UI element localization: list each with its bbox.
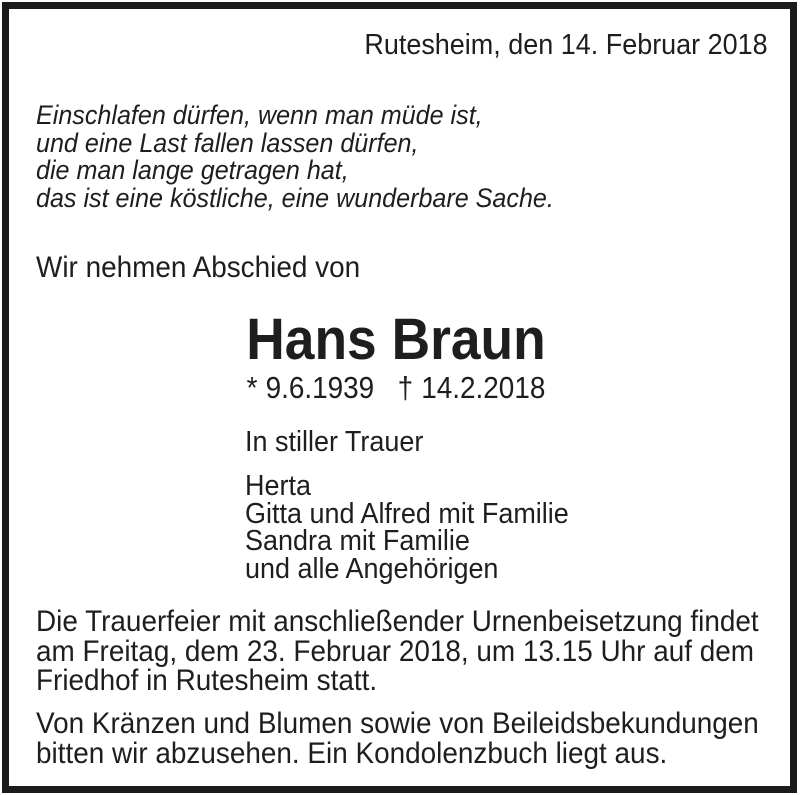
mourner-name: Sandra mit Familie [245,525,470,557]
birth-date: 9.6.1939 [265,370,375,405]
mourners-list [245,470,569,585]
epigraph-line: das ist eine köstliche, eine wunderbare Sache. [36,182,554,213]
mourning-heading: In stiller Trauer [245,426,424,458]
mourner-name: und alle Angehörigen [245,552,499,585]
condolence-note [36,709,759,768]
condolence-note-line: Von Kränzen und Blumen sowie von Beileidsbekundungen [36,707,759,740]
birth-asterisk-symbol: * [246,370,258,405]
death-entry [398,372,546,403]
death-dagger-symbol: † [397,370,414,405]
funeral-notice [36,607,759,696]
birth-entry [247,372,375,403]
funeral-notice-line: am Freitag, dem 23. Februar 2018, um 13.15 Uhr auf dem [36,634,755,668]
death-date: 14.2.2018 [421,370,546,405]
epigraph-line: und eine Last fallen lassen dürfen, [36,127,419,158]
funeral-notice-line: Friedhof in Rutesheim statt. [36,664,378,697]
epigraph [36,102,554,212]
vitals-line [72,372,720,403]
mourner-name: Herta [245,470,311,502]
epigraph-line: Einschlafen dürfen, wenn man müde ist, [36,100,483,130]
epigraph-line: die man lange getragen hat, [36,155,349,185]
funeral-notice-line: Die Trauerfeier mit anschließender Urnenbeisetzung findet [36,605,759,638]
condolence-note-line: bitten wir abzusehen. Ein Kondolenzbuch liegt aus. [36,736,668,770]
dateline: Rutesheim, den 14. Februar 2018 [364,29,768,61]
deceased-name: Hans Braun [246,307,546,372]
mourner-name: Gitta und Alfred mit Familie [245,497,569,530]
farewell-line: Wir nehmen Abschied von [36,251,361,284]
